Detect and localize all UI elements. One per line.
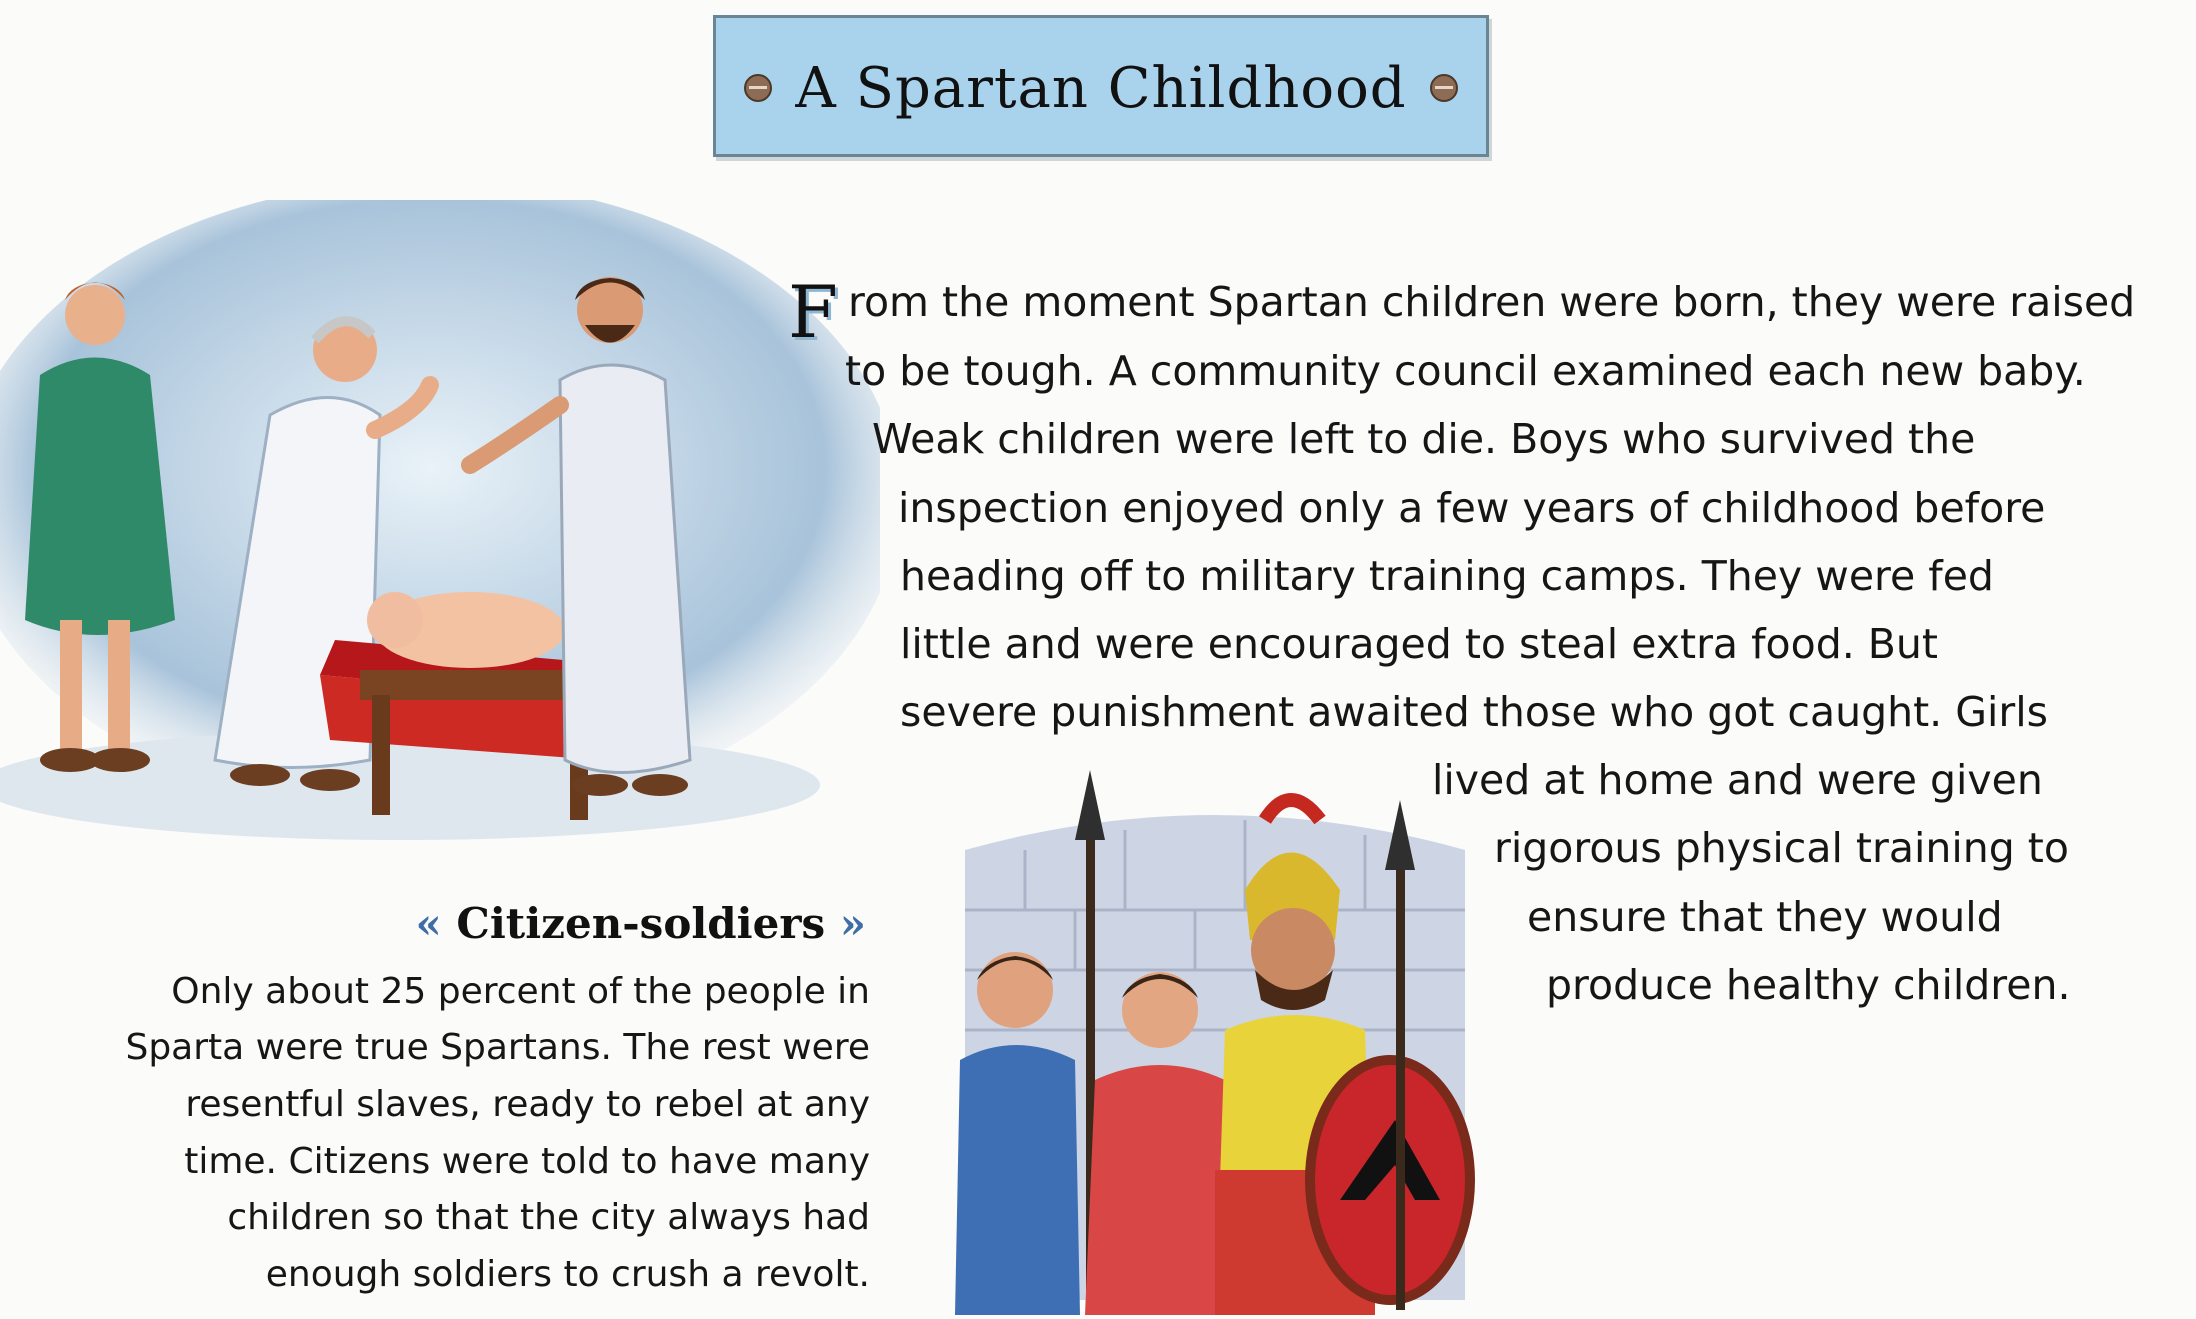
body-line: to be tough. A community council examined each new baby.	[845, 347, 2086, 395]
plaque-bolt-icon	[1430, 74, 1458, 102]
body-line: ensure that they would	[1527, 893, 2003, 941]
plaque-bolt-icon	[744, 74, 772, 102]
sidebar-line: resentful slaves, ready to rebel at any	[185, 1084, 870, 1125]
council-inspecting-baby-illustration	[0, 200, 880, 840]
body-line: severe punishment awaited those who got caught. Girls	[900, 688, 2048, 736]
ornament-left-icon: «	[415, 899, 442, 948]
sidebar-line: children so that the city always had	[227, 1197, 870, 1238]
sidebar-line: Sparta were true Spartans. The rest were	[125, 1027, 870, 1068]
sidebar-title: Citizen-soldiers	[456, 899, 826, 948]
title-plaque	[713, 15, 1489, 157]
body-line: heading off to military training camps. They were fed	[900, 552, 1994, 600]
body-line: Weak children were left to die. Boys who survived the	[872, 415, 1976, 463]
body-line: produce healthy children.	[1546, 961, 2071, 1009]
sidebar-heading	[412, 899, 866, 948]
drop-cap: F	[788, 270, 838, 354]
body-line: inspection enjoyed only a few years of childhood before	[898, 484, 2046, 532]
body-line: rom the moment Spartan children were born, they were raised	[848, 278, 2136, 326]
body-line: rigorous physical training to	[1494, 824, 2069, 872]
body-line: little and were encouraged to steal extra food. But	[900, 620, 1938, 668]
spartan-soldier-with-boys-illustration	[945, 760, 1485, 1319]
ornament-right-icon: »	[839, 899, 866, 948]
sidebar-line: time. Citizens were told to have many	[184, 1141, 870, 1182]
round-shield	[1310, 1060, 1470, 1300]
page-title: A Spartan Childhood	[795, 56, 1407, 121]
body-line: lived at home and were given	[1432, 756, 2043, 804]
sidebar-line: Only about 25 percent of the people in	[171, 971, 870, 1012]
sidebar-line: enough soldiers to crush a revolt.	[265, 1254, 870, 1295]
